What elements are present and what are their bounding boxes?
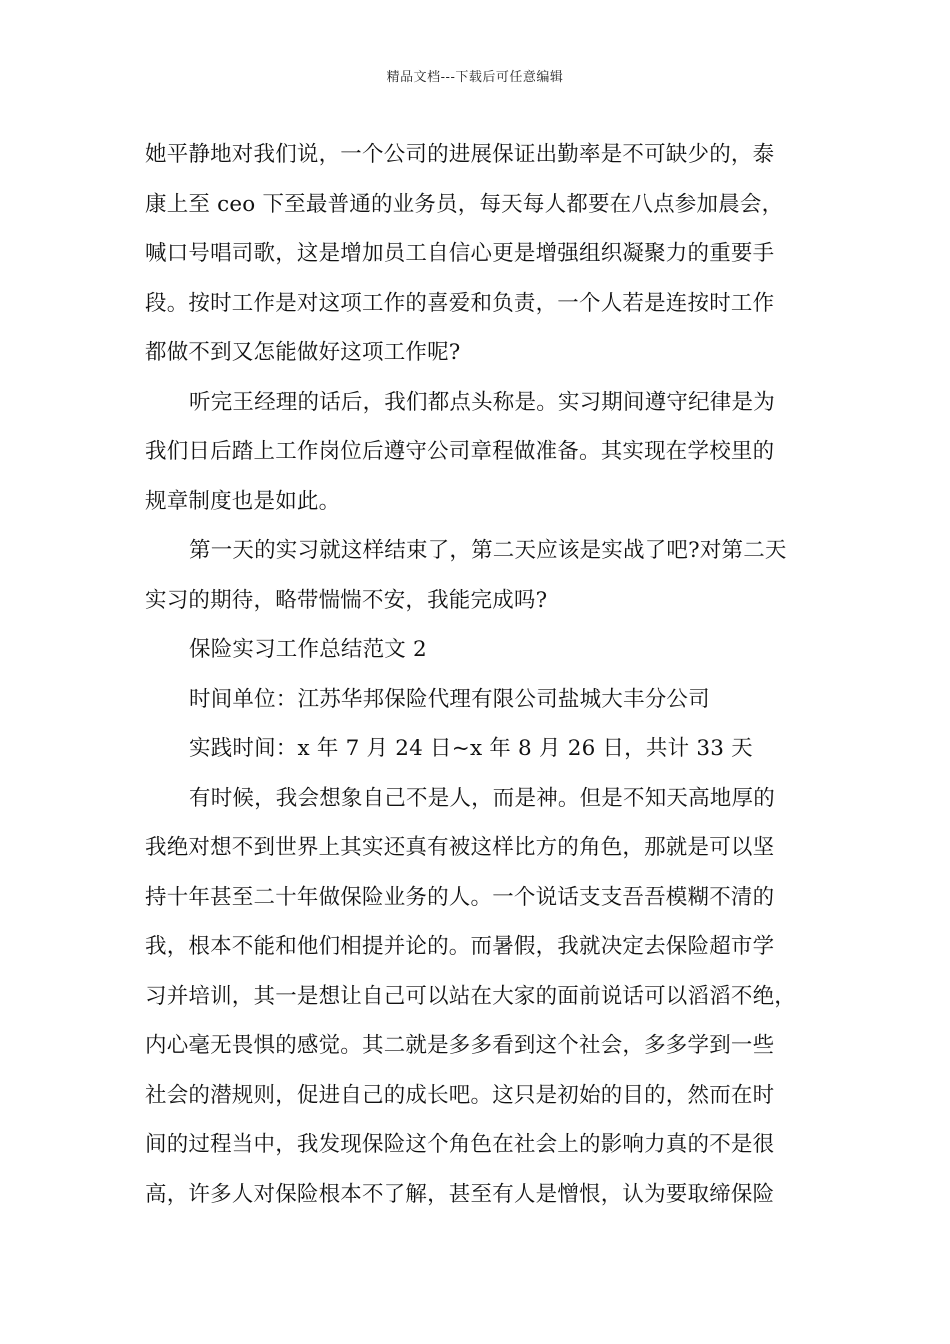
practice-time-line: 实践时间：x 年 7 月 24 日~x 年 8 月 26 日，共计 33 天 — [189, 736, 753, 761]
text-line: 康上至 ceo 下至最普通的业务员，每天每人都要在八点参加晨会， — [145, 191, 784, 217]
document-body — [145, 130, 810, 1219]
text-line: 内心毫无畏惧的感觉。其二就是多多看到这个社会，多多学到一些 — [145, 1033, 775, 1058]
text-line: 规章制度也是如此。 — [145, 488, 341, 514]
text-line: 间的过程当中，我发现保险这个角色在社会上的影响力真的不是很 — [145, 1132, 775, 1157]
text-line: 我们日后踏上工作岗位后遵守公司章程做准备。其实现在学校里的 — [145, 439, 775, 464]
text-line: 喊口号唱司歌，这是增加员工自信心更是增强组织凝聚力的重要手 — [145, 241, 775, 266]
paragraph-start-line: 第一天的实习就这样结束了，第二天应该是实战了吧?对第二天 — [189, 538, 787, 563]
text-line: 我绝对想不到世界上其实还真有被这样比方的角色，那就是可以坚 — [145, 835, 775, 860]
section-title: 保险实习工作总结范文 2 — [189, 637, 427, 662]
text-line: 持十年甚至二十年做保险业务的人。一个说话支支吾吾模糊不清的 — [145, 884, 775, 910]
text-line: 高，许多人对保险根本不了解，甚至有人是憎恨，认为要取缔保险 — [145, 1181, 775, 1207]
text-line: 我，根本不能和他们相提并论的。而暑假，我就决定去保险超市学 — [145, 934, 775, 959]
text-line: 社会的潜规则，促进自己的成长吧。这只是初始的目的，然而在时 — [145, 1082, 775, 1108]
text-line: 实习的期待，略带惴惴不安，我能完成吗? — [145, 587, 548, 613]
text-line: 她平静地对我们说，一个公司的进展保证出勤率是不可缺少的，泰 — [145, 142, 775, 167]
paragraph-start-line: 听完王经理的话后，我们都点头称是。实习期间遵守纪律是为 — [189, 389, 775, 415]
time-unit-line: 时间单位：江苏华邦保险代理有限公司盐城大丰分公司 — [189, 686, 710, 712]
text-line: 段。按时工作是对这项工作的喜爱和负责，一个人若是连按时工作 — [145, 290, 775, 316]
paragraph-start-line: 有时候，我会想象自己不是人，而是神。但是不知天高地厚的 — [189, 785, 775, 811]
page-header: 精品文档---下载后可任意编辑 — [386, 70, 564, 85]
text-line: 都做不到又怎能做好这项工作呢? — [145, 340, 461, 365]
text-line: 习并培训，其一是想让自己可以站在大家的面前说话可以滔滔不绝， — [145, 983, 797, 1009]
